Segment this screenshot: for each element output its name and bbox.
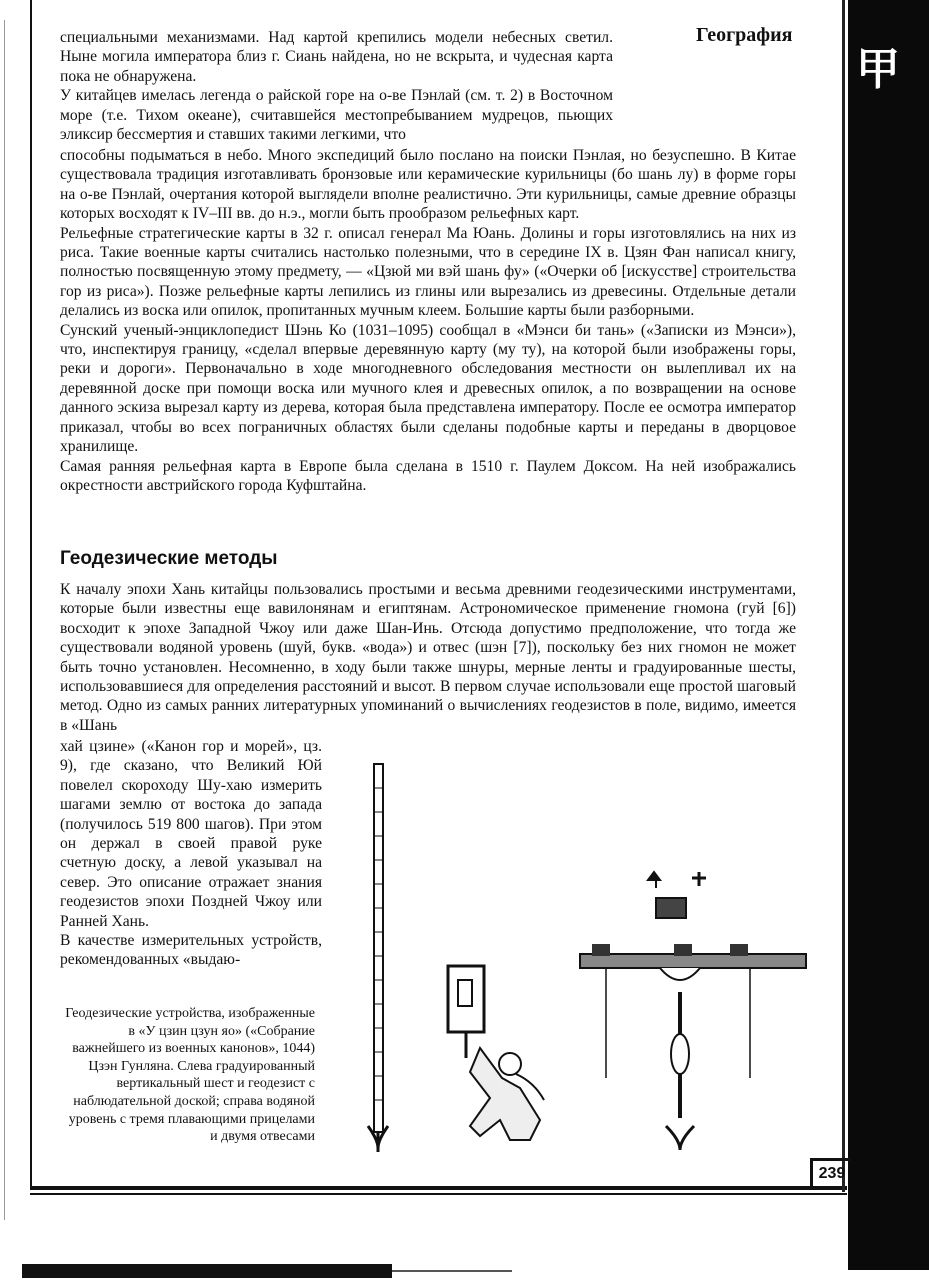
page-number: 239 bbox=[810, 1158, 851, 1187]
paragraph: Рельефные стратегические карты в 32 г. описал генерал Ма Юань. Долины и горы изготовлялись на них из риса. Такие военные карты считались настолько полезными, что в середине IX в. Цзян Фан написал книгу, полностью посвященную этому предмету, — «Цзюй ми вэй шань фу» («Очерки об [искусстве] строительства гор из риса»). Позже рельефные карты лепились из глины или вырезались из древесины. Отдельные детали делались из воска или опилок, пропитанных мучным клеем. Большие карты были разборными. bbox=[60, 224, 796, 320]
paragraph: способны подыматься в небо. Много экспедиций было послано на поиски Пэнлая, но безуспешно. В Китае существовала традиция изготавливать бронзовые или керамические курильницы (бо шань лу) в форме горы на о-ве Пэнлай, очертания которой выглядели вполне реалистично. Эти курильницы, самые древние образцы которых восходят к IV–III вв. до н.э., могли быть прообразом рельефных карт. bbox=[60, 147, 796, 223]
scan-bottom-bar bbox=[22, 1264, 392, 1278]
narrow-text-block bbox=[60, 737, 322, 970]
graduated-pole-icon bbox=[368, 764, 388, 1152]
geodesic-instruments-illustration bbox=[330, 748, 810, 1158]
paragraph: хай цзине» («Канон гор и морей», цз. 9), где сказано, что Великий Юй повелел скороходу Шу-хаю измерить шагами землю от востока до запада (получилось 519 800 шагов). При этом он держал в своей правой руке счетную доску, а левой указывал на север. Это описание отражает знания геодезистов эпохи Поздней Чжоу или Ранней Хань. bbox=[60, 738, 322, 930]
section-title: География bbox=[696, 24, 793, 46]
geodesy-text-block bbox=[60, 580, 796, 735]
frame-bottom-rule-thin bbox=[30, 1193, 847, 1195]
chapter-tab bbox=[848, 0, 929, 1270]
water-level-icon bbox=[580, 872, 806, 1150]
scan-bottom-line bbox=[392, 1270, 512, 1272]
paragraph: В качестве измерительных устройств, рекомендованных «выдаю- bbox=[60, 932, 322, 969]
paragraph: У китайцев имелась легенда о райской горе на о-ве Пэнлай (см. т. 2) в Восточном море (т.е. Тихом океане), считавшейся местопребыванием мудрецов, пьющих эликсир бессмертия и ставших такими легкими, что bbox=[60, 87, 613, 144]
surveyor-figure-icon bbox=[448, 966, 544, 1140]
paragraph: специальными механизмами. Над картой крепились модели небесных светил. Ныне могила императора близ г. Сиань найдена, но не вскрыта, и чудесная карта пока не обнаружена. bbox=[60, 29, 613, 85]
frame-right-rule bbox=[842, 0, 845, 1192]
top-text-block bbox=[60, 28, 613, 144]
wide-text-block bbox=[60, 146, 796, 495]
frame-left-rule bbox=[30, 0, 32, 1190]
paragraph: Самая ранняя рельефная карта в Европе была сделана в 1510 г. Паулем Доксом. На ней изображались окрестности австрийского города Куфштайна. bbox=[60, 457, 796, 494]
scan-edge bbox=[4, 20, 5, 1220]
section-heading: Геодезические методы bbox=[60, 548, 278, 569]
figure-caption: Геодезические устройства, изображенные в «У цзин цзун яо» («Собрание важнейшего из военных канонов», 1044) Цзэн Гунляна. Слева градуированный вертикальный шест и геодезист с наблюдательной доской; справа водяной уровень с тремя плавающими прицелами и двумя отвесами bbox=[65, 1006, 315, 1145]
frame-bottom-rule bbox=[30, 1186, 847, 1190]
chapter-glyph-icon: 甲 bbox=[856, 44, 900, 95]
paragraph: Сунский ученый-энциклопедист Шэнь Ко (1031–1095) сообщал в «Мэнси би тань» («Записки из Мэнси»), что, инспектируя границу, «сделал впервые деревянную карту (му ту), на которой были изображены горы, реки и дороги». Первоначально в ходе многодневного обследования местности он вылепливал их на деревянной доске при помощи воска или мучного клея и древесных опилок, а по возвращении на основе данного эскиза вырезал карту из дерева, которая была представлена императору. После ее осмотра император приказал, чтобы во всех пограничных областях были сделаны подобные карты и переданы в дворцовое хранилище. bbox=[60, 321, 796, 456]
paragraph: К началу эпохи Хань китайцы пользовались простыми и весьма древними геодезическими инструментами, которые были известны еще вавилонянам и египтянам. Астрономическое применение гномона (гуй [6]) восходит к эпохе Западной Чжоу или даже Шан-Инь. Отсюда допустимо предположение, что тогда же существовали водяной уровень (шуй, букв. «вода») и отвес (шэн [7]), поскольку без них гномон не может быть точно установлен. Несомненно, в ходу были также шнуры, мерные ленты и градуированные шесты, использовавшиеся для определения расстояний и высот. В первом случае использовали еще простой шаговый метод. Одно из самых ранних литературных упоминаний о вычислениях геодезистов в поле, видимо, имеется в «Шань bbox=[60, 581, 796, 734]
